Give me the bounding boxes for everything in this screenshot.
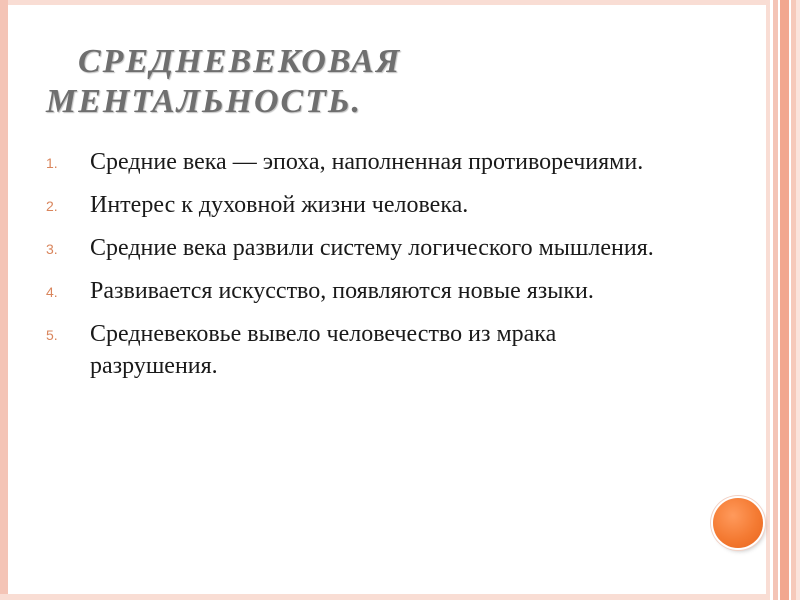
list-item	[46, 275, 666, 309]
bullet-list	[46, 146, 666, 391]
list-item	[46, 189, 666, 223]
frame-left-border	[0, 0, 8, 600]
list-item	[46, 146, 666, 180]
list-text: Средние века развили систему логического мышления.	[90, 235, 654, 261]
list-number: 5.	[46, 327, 58, 343]
decorative-stripe-band	[766, 0, 800, 600]
list-item	[46, 318, 666, 382]
list-number: 2.	[46, 198, 58, 214]
list-text: Развивается искусство, появляются новые языки.	[90, 278, 594, 304]
list-text: Интерес к духовной жизни человека.	[90, 192, 469, 218]
frame-bottom-border	[0, 594, 800, 600]
orange-circle-decoration	[713, 498, 763, 548]
list-text: Средневековье вывело человечество из мрака разрушения.	[90, 321, 557, 379]
list-number: 3.	[46, 241, 58, 257]
title-line: СРЕДНЕВЕКОВАЯ	[78, 43, 402, 80]
frame-top-border	[0, 0, 800, 5]
slide-title	[46, 42, 566, 122]
title-line: МЕНТАЛЬНОСТЬ.	[46, 83, 363, 120]
list-text: Средние века — эпоха, наполненная противоречиями.	[90, 149, 644, 175]
list-number: 4.	[46, 284, 58, 300]
list-item	[46, 232, 666, 266]
list-number: 1.	[46, 155, 58, 171]
